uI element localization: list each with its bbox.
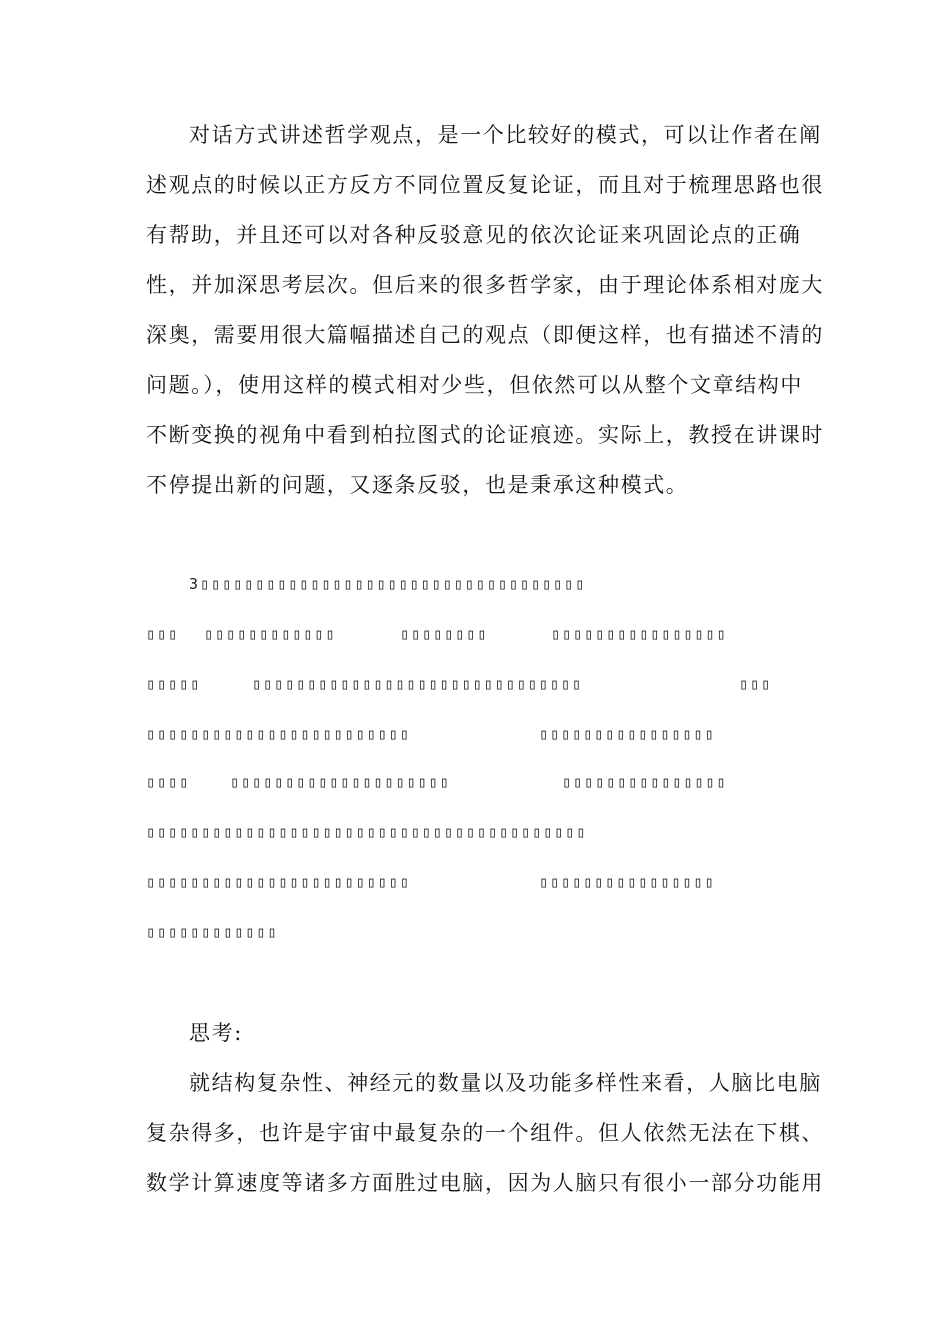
paragraph-line: 性，并加深思考层次。但后来的很多哲学家，由于理论体系相对庞大 bbox=[146, 273, 824, 297]
garbled-heading: 3▯▯▯▯▯▯▯▯▯▯▯▯▯▯▯▯▯▯▯▯▯▯▯▯▯▯▯▯▯▯▯▯▯▯▯ bbox=[189, 575, 587, 593]
garbled-text: ▯▯▯▯▯ bbox=[146, 675, 202, 693]
garbled-text: ▯▯▯▯▯▯▯▯▯▯▯▯▯▯▯▯ bbox=[551, 625, 728, 643]
garbled-text: ▯▯▯▯▯▯▯▯▯▯▯▯▯▯▯▯▯▯▯▯▯▯▯▯▯▯▯▯▯▯▯▯▯▯▯▯▯▯▯▯ bbox=[146, 823, 588, 841]
paragraph-line: 就结构复杂性、神经元的数量以及功能多样性来看，人脑比电脑 bbox=[189, 1071, 822, 1095]
garbled-text: ▯▯▯▯▯▯▯▯ bbox=[400, 625, 489, 643]
section-heading: 思考: bbox=[189, 1021, 243, 1045]
garbled-text: ▯▯▯▯▯▯▯▯▯▯▯▯▯▯▯▯▯▯▯▯ bbox=[230, 773, 451, 791]
paragraph-line: 深奥，需要用很大篇幅描述自己的观点（即便这样，也有描述不清的 bbox=[146, 323, 824, 347]
garbled-text: ▯▯▯▯▯▯▯▯▯▯▯▯ bbox=[204, 625, 337, 643]
garbled-text: ▯▯▯▯▯▯▯▯▯▯▯▯▯▯▯▯▯▯▯▯▯▯▯▯ bbox=[146, 873, 411, 891]
paragraph-line: 对话方式讲述哲学观点，是一个比较好的模式，可以让作者在阐 bbox=[189, 123, 822, 147]
garbled-text: ▯▯▯▯▯▯▯▯▯▯▯▯▯▯▯▯▯▯▯▯▯▯▯▯ bbox=[146, 725, 411, 743]
paragraph-line: 数学计算速度等诸多方面胜过电脑，因为人脑只有很小一部分功能用 bbox=[146, 1171, 824, 1195]
paragraph-line: 问题。），使用这样的模式相对少些，但依然可以从整个文章结构中 bbox=[146, 373, 803, 397]
garbled-text: ▯▯▯▯▯▯▯▯▯▯▯▯ bbox=[146, 923, 279, 941]
garbled-text: ▯▯▯▯▯▯▯▯▯▯▯▯▯▯▯▯▯▯▯▯▯▯▯▯▯▯▯▯▯▯ bbox=[252, 675, 583, 693]
paragraph-line: 不断变换的视角中看到柏拉图式的论证痕迹。实际上，教授在讲课时 bbox=[146, 423, 824, 447]
garbled-text: ▯▯▯ bbox=[739, 675, 773, 693]
garbled-text: ▯▯▯ bbox=[146, 625, 180, 643]
garbled-text: ▯▯▯▯▯▯▯▯▯▯▯▯▯▯▯▯ bbox=[539, 873, 716, 891]
garbled-text: ▯▯▯▯ bbox=[146, 773, 191, 791]
garbled-text: ▯▯▯▯▯▯▯▯▯▯▯▯▯▯▯▯ bbox=[539, 725, 716, 743]
paragraph-line: 不停提出新的问题，又逐条反驳，也是秉承这种模式。 bbox=[146, 473, 689, 497]
garbled-text: ▯▯▯▯▯▯▯▯▯▯▯▯▯▯▯ bbox=[562, 773, 728, 791]
paragraph-line: 复杂得多，也许是宇宙中最复杂的一个组件。但人依然无法在下棋、 bbox=[146, 1121, 824, 1145]
paragraph-line: 有帮助，并且还可以对各种反驳意见的依次论证来巩固论点的正确 bbox=[146, 223, 802, 247]
paragraph-line: 述观点的时候以正方反方不同位置反复论证，而且对于梳理思路也很 bbox=[146, 173, 824, 197]
